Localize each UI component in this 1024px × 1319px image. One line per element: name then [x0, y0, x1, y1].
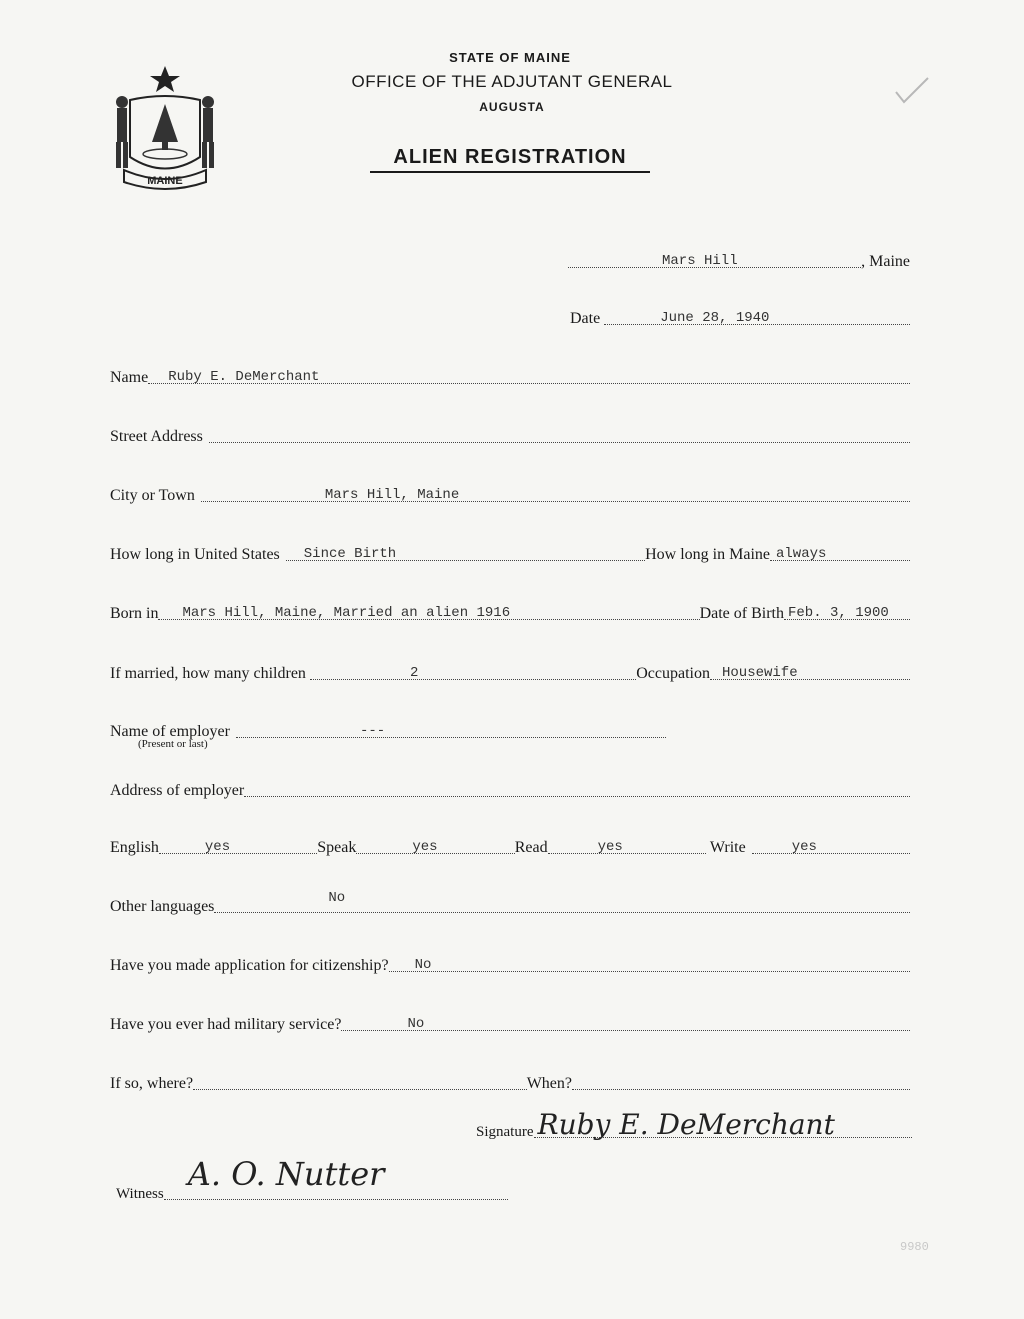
service-detail-row — [110, 1070, 910, 1096]
citizenship-label: Have you made application for citizenship? — [110, 957, 389, 974]
location-row — [568, 248, 910, 274]
born-in-field[interactable] — [158, 597, 699, 620]
how-long-maine-value: always — [776, 546, 827, 562]
how-long-maine-field[interactable] — [770, 538, 910, 561]
read-value: yes — [597, 839, 623, 855]
english-value: yes — [204, 839, 231, 855]
how-long-us-label: How long in United States — [110, 546, 280, 563]
location-field[interactable] — [568, 245, 861, 268]
name-field[interactable] — [148, 361, 910, 384]
other-languages-row — [110, 890, 910, 919]
residence-row — [110, 541, 910, 567]
military-row — [110, 1011, 910, 1037]
dob-field[interactable] — [784, 597, 910, 620]
form-title: ALIEN REGISTRATION — [370, 146, 650, 173]
how-long-maine-label: How long in Maine — [645, 546, 770, 563]
english-label: English — [110, 839, 159, 856]
occupation-label: Occupation — [636, 665, 710, 682]
military-value: No — [407, 1016, 425, 1032]
occupation-field[interactable] — [710, 657, 910, 680]
employer-label: Name of employer — [110, 723, 230, 740]
city-row — [110, 482, 910, 508]
when-label: When? — [526, 1075, 572, 1092]
street-field[interactable] — [209, 420, 910, 443]
other-languages-value: No — [328, 890, 346, 906]
citizenship-value: No — [414, 957, 432, 973]
date-label: Date — [570, 310, 601, 327]
city-field[interactable] — [201, 479, 910, 502]
city-heading: AUGUSTA — [479, 100, 545, 114]
state-heading: STATE OF MAINE — [449, 50, 571, 65]
military-field[interactable] — [341, 1008, 910, 1031]
date-row — [570, 305, 910, 331]
office-heading: OFFICE OF THE ADJUTANT GENERAL — [351, 72, 673, 91]
how-long-us-field[interactable] — [286, 538, 645, 561]
date-field[interactable] — [604, 302, 910, 325]
language-row — [110, 834, 910, 860]
citizenship-row — [110, 952, 910, 978]
city-value: Mars Hill, Maine — [324, 487, 460, 503]
signature-value: Ruby E. DeMerchant — [537, 1108, 835, 1141]
name-row — [110, 364, 910, 390]
date-value: June 28, 1940 — [660, 310, 770, 326]
children-value: 2 — [409, 665, 419, 681]
signature-label: Signature — [476, 1124, 534, 1140]
speak-field[interactable] — [356, 831, 514, 854]
write-label: Write — [709, 839, 746, 856]
employer-address-label: Address of employer — [110, 782, 245, 799]
employer-address-row — [110, 777, 910, 803]
birth-row — [110, 600, 910, 626]
military-label: Have you ever had military service? — [110, 1016, 342, 1033]
signature-row — [476, 1108, 912, 1144]
family-row — [110, 660, 910, 686]
when-field[interactable] — [572, 1067, 910, 1090]
where-field[interactable] — [193, 1067, 527, 1090]
occupation-value: Housewife — [722, 665, 798, 681]
children-field[interactable] — [310, 657, 636, 680]
write-value: yes — [791, 839, 817, 855]
footer-stamp: 9980 — [900, 1240, 929, 1254]
born-in-value: Mars Hill, Maine, Married an alien 1916 — [182, 605, 511, 621]
city-label: City or Town — [110, 487, 195, 504]
other-languages-label: Other languages — [110, 898, 215, 915]
employer-address-field[interactable] — [244, 774, 910, 797]
witness-label: Witness — [116, 1186, 164, 1202]
employer-field[interactable] — [236, 715, 666, 738]
speak-label: Speak — [317, 839, 357, 856]
write-field[interactable] — [752, 831, 910, 854]
other-languages-field[interactable] — [214, 890, 910, 913]
name-label: Name — [110, 369, 149, 386]
english-field[interactable] — [159, 831, 317, 854]
born-in-label: Born in — [110, 605, 159, 622]
read-label: Read — [514, 839, 548, 856]
read-field[interactable] — [548, 831, 706, 854]
name-value: Ruby E. DeMerchant — [168, 369, 320, 385]
signature-field[interactable] — [534, 1108, 913, 1141]
witness-field[interactable] — [164, 1155, 508, 1200]
witness-row — [116, 1155, 508, 1206]
witness-value: A. O. Nutter — [187, 1155, 385, 1193]
street-row — [110, 423, 910, 449]
employer-sub-label: (Present or last) — [138, 738, 208, 750]
where-label: If so, where? — [110, 1075, 194, 1092]
employer-value: --- — [359, 723, 386, 739]
dob-label: Date of Birth — [699, 605, 784, 622]
children-label: If married, how many children — [110, 665, 306, 682]
how-long-us-value: Since Birth — [303, 546, 397, 562]
speak-value: yes — [412, 839, 438, 855]
seal-banner-text: MAINE — [147, 175, 183, 187]
location-suffix: , Maine — [861, 253, 910, 270]
location-value: Mars Hill — [662, 253, 738, 269]
dob-value: Feb. 3, 1900 — [788, 605, 889, 621]
street-label: Street Address — [110, 428, 203, 445]
citizenship-field[interactable] — [389, 949, 910, 972]
